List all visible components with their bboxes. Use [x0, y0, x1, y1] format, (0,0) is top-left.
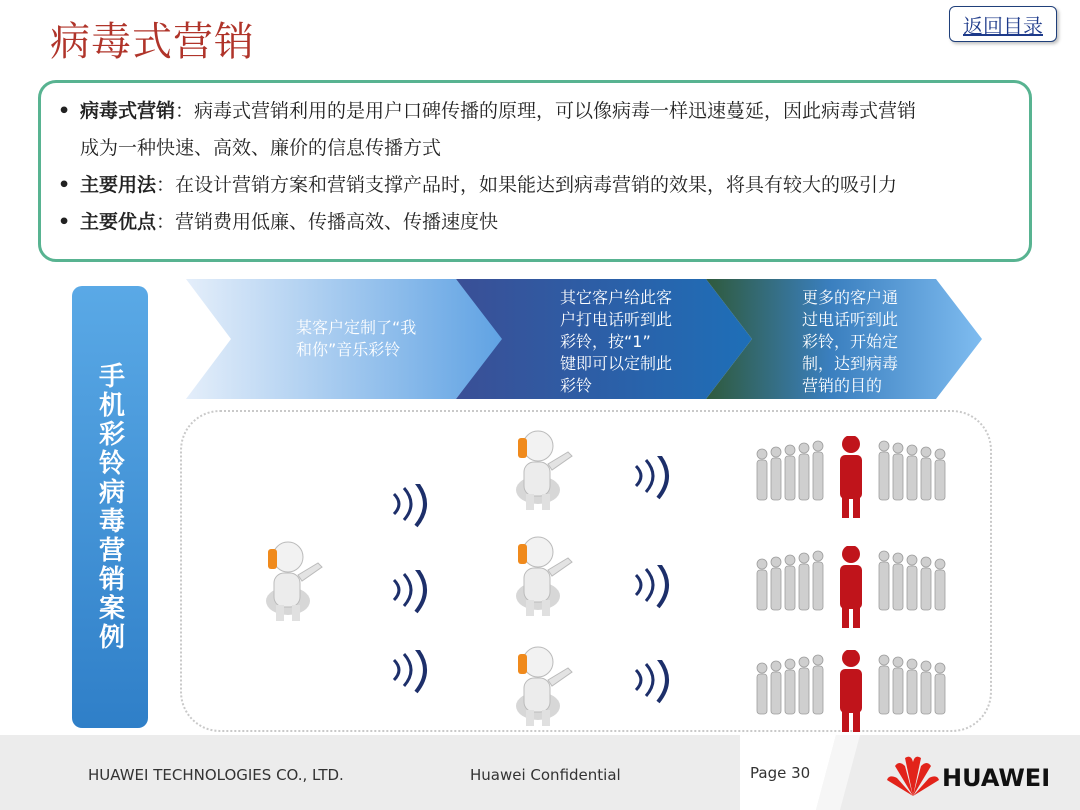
bullet-text: ：营销费用低廉、传播高效、传播速度快 [156, 211, 499, 233]
bullet-text: ：病毒式营销利用的是用户口碑传播的原理，可以像病毒一样迅速蔓延，因此病毒式营销 [175, 100, 917, 122]
bullet-continuation: 成为一种快速、高效、廉价的信息传播方式 [80, 137, 442, 159]
bullet-term: 病毒式营销 [80, 100, 176, 122]
step-text: 彩铃，开始定 [802, 332, 899, 351]
bullet-item: • 病毒式营销：病毒式营销利用的是用户口碑传播的原理，可以像病毒一样迅速蔓延，因此病毒式营销 [58, 100, 917, 122]
crowd-icon [752, 436, 952, 520]
bullet-term: 主要用法 [80, 174, 157, 196]
person-phone-icon [248, 535, 338, 625]
step-text: 制，达到病毒 [802, 354, 899, 373]
bullet-term: 主要优点 [80, 211, 157, 233]
bullet-item: • 主要用法：在设计营销方案和营销支撑产品时，如果能达到病毒营销的效果，将具有较大的吸引力 [58, 174, 898, 196]
sound-wave-icon [628, 660, 688, 704]
step-text: 其它客户给此客 [560, 288, 673, 307]
step-text: 某客户定制了“我 [296, 318, 417, 337]
sound-wave-icon [386, 570, 446, 614]
footer-confidential: Huawei Confidential [470, 766, 621, 784]
sound-wave-icon [628, 456, 688, 500]
person-phone-icon [498, 424, 588, 514]
step-text: 更多的客户通 [802, 288, 899, 307]
bullet-text: ：在设计营销方案和营销支撑产品时，如果能达到病毒营销的效果，将具有较大的吸引力 [156, 174, 898, 196]
huawei-brand-text: HUAWEI [942, 764, 1051, 792]
page-title: 病毒式营销 [50, 19, 255, 65]
person-phone-icon [498, 530, 588, 620]
definition-list [58, 93, 1008, 241]
back-to-contents-label: 返回目录 [963, 13, 1043, 38]
huawei-logo [885, 752, 941, 798]
step-text: 和你”音乐彩铃 [296, 340, 401, 359]
step-text: 键即可以定制此 [560, 354, 673, 373]
step-text: 户打电话听到此 [560, 310, 673, 329]
person-phone-icon [498, 640, 588, 730]
step-text: 彩铃，按“1” [560, 332, 651, 351]
step-text: 营销的目的 [802, 376, 883, 395]
step-text: 过电话听到此 [802, 310, 899, 329]
footer-page: Page 30 [750, 764, 811, 782]
step-text: 彩铃 [560, 376, 593, 395]
back-to-contents-button[interactable] [949, 6, 1057, 42]
sound-wave-icon [386, 484, 446, 528]
bullet-item: • 主要优点：营销费用低廉、传播高效、传播速度快 [58, 211, 499, 233]
case-side-text: 手机彩铃病毒营销案例 [94, 362, 125, 652]
sound-wave-icon [628, 565, 688, 609]
process-step-3 [706, 279, 986, 399]
sound-wave-icon [386, 650, 446, 694]
crowd-icon [752, 650, 952, 734]
crowd-icon [752, 546, 952, 630]
footer-company: HUAWEI TECHNOLOGIES CO., LTD. [88, 766, 344, 784]
case-side-label [72, 286, 148, 728]
